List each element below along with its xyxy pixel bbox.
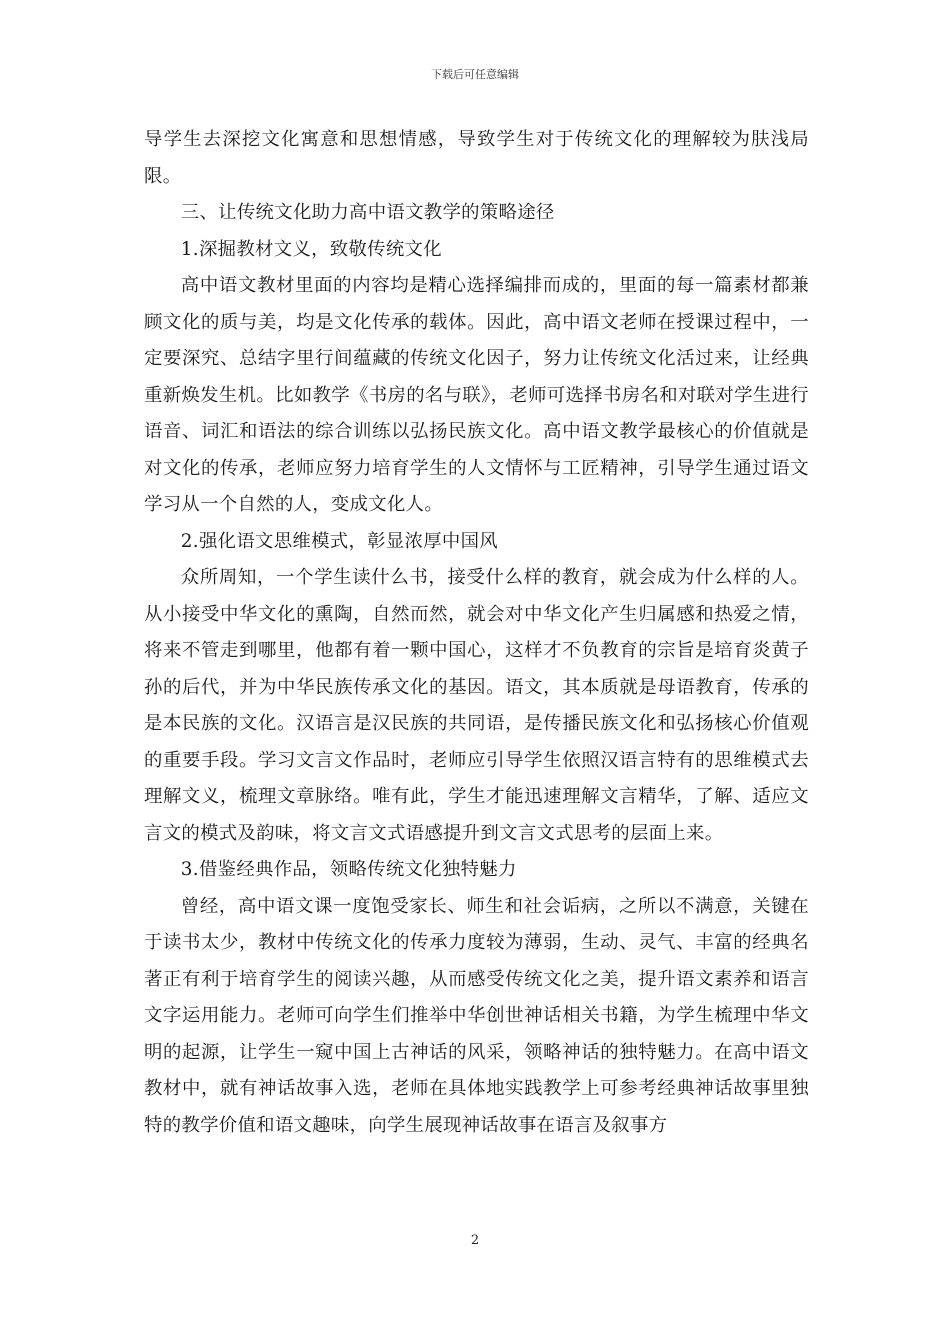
paragraph: 高中语文教材里面的内容均是精心选择编排而成的，里面的每一篇素材都兼顾文化的质与美，均是文化传承的载体。因此，高中语文老师在授课过程中，一定要深究、总结字里行间蕴藏的传统文化因子，努力让传统文化活过来，让经典重新焕发生机。比如教学《书房的名与联》，老师可选择书房名和对联对学生进行语音、词汇和语法的综合训练以弘扬民族文化。高中语文教学最核心的价值就是对文化的传承，老师应努力培育学生的人文情怀与工匠精神，引导学生通过语文学习从一个自然的人，变成文化人。	[144, 275, 809, 515]
paragraph: 曾经，高中语文课一度饱受家长、师生和社会诟病，之所以不满意，关键在于读书太少，教材中传统文化的传承力度较为薄弱，生动、灵气、丰富的经典名著正有利于培育学生的阅读兴趣，从而感受传统文化之美，提升语文素养和语言文字运用能力。老师可向学生们推举中华创世神话相关书籍，为学生梳理中华文明的起源，让学生一窥中国上古神话的风采，领略神话的独特魅力。在高中语文教材中，就有神话故事入选，老师在具体地实践教学上可参考经典神话故事里独特的教学价值和语文趣味，向学生展现神话故事在语言及叙事方	[144, 895, 809, 1136]
body-text	[144, 122, 809, 1144]
page-header: 下载后可任意编辑	[431, 68, 519, 81]
paragraph: 众所周知，一个学生读什么书，接受什么样的教育，就会成为什么样的人。从小接受中华文化的熏陶，自然而然，就会对中华文化产生归属感和热爱之情，将来不管走到哪里，他都有着一颗中国心，这样才不负教育的宗旨是培育炎黄子孙的后代，并为中华民族传承文化的基因。语文，其本质就是母语教育，传承的是本民族的文化。汉语言是汉民族的共同语，是传播民族文化和弘扬核心价值观的重要手段。学习文言文作品时，老师应引导学生依照汉语言特有的思维模式去理解文义，梳理文章脉络。唯有此，学生才能迅速理解文言精华，了解、适应文言文的模式及韵味，将文言文式语感提升到文言文式思考的层面上来。	[144, 567, 809, 844]
section-heading: 三、让传统文化助力高中语文教学的策略途径	[180, 202, 555, 223]
subsection-heading-3: 3.借鉴经典作品，领略传统文化独特魅力	[180, 859, 517, 880]
page-number: 2	[470, 1233, 480, 1248]
subsection-heading-1: 1.深掘教材文义，致敬传统文化	[180, 238, 442, 260]
subsection-heading-2: 2.强化语文思维模式，彰显浓厚中国风	[180, 530, 498, 552]
paragraph: 导学生去深挖文化寓意和思想情感，导致学生对于传统文化的理解较为肤浅局限。	[144, 129, 809, 187]
